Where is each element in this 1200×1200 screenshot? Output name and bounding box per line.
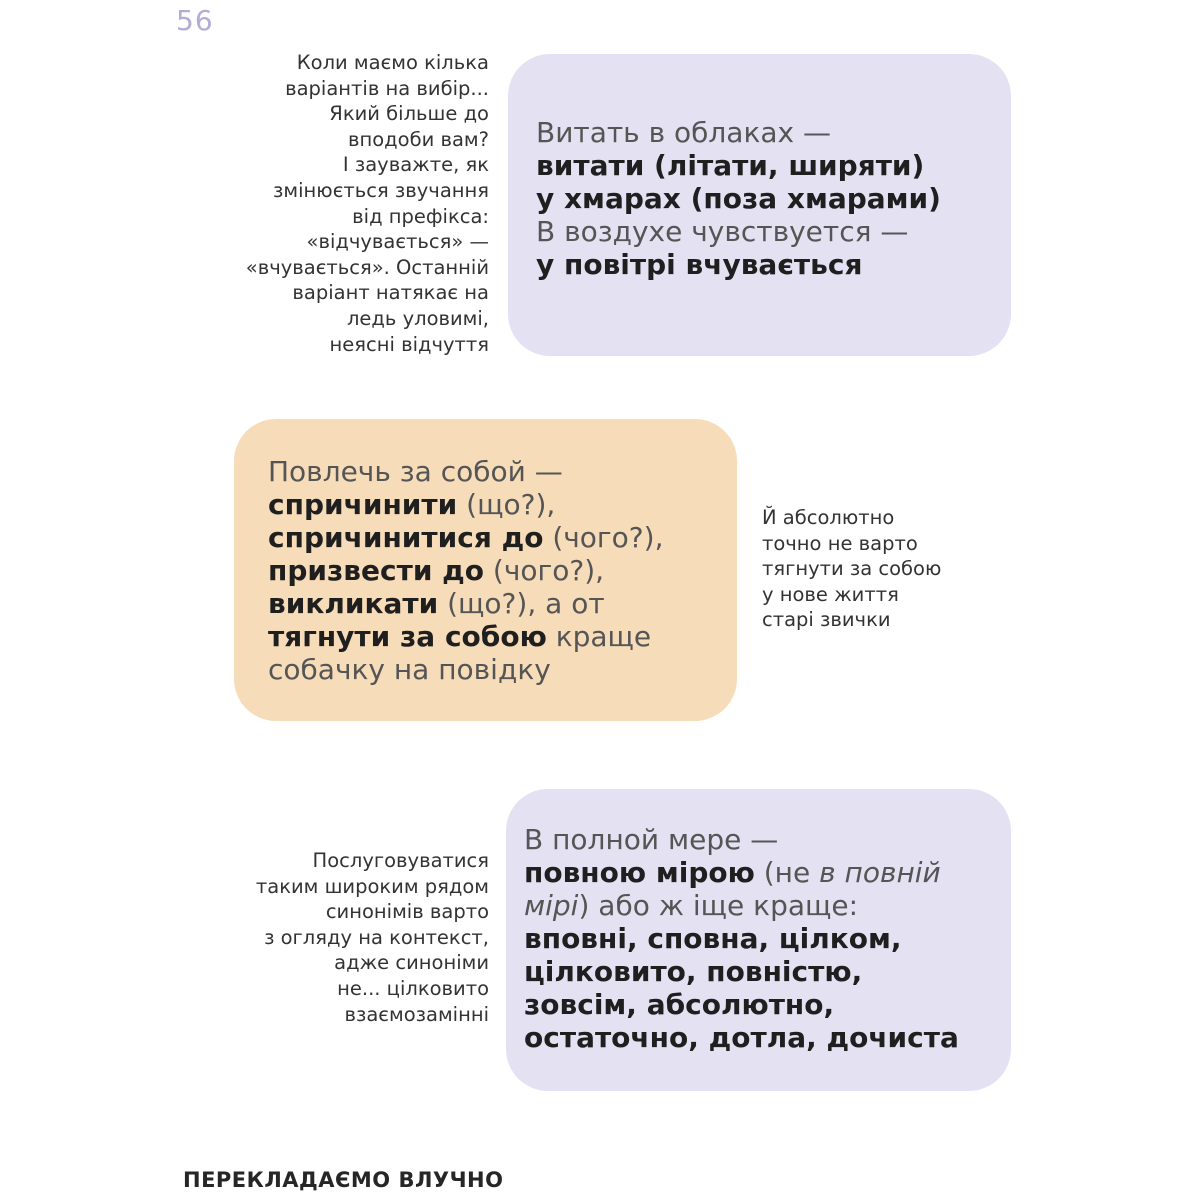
- side-note-1: [246, 50, 489, 357]
- card-text: (чого?),: [484, 554, 605, 587]
- note-line: таким широким рядом: [255, 874, 489, 898]
- note-line: тягнути за собою: [762, 557, 942, 581]
- card-term: призвести до: [268, 554, 485, 587]
- note-line: неясні відчуття: [329, 332, 489, 356]
- card-italic: мірі: [524, 889, 579, 922]
- card-italic: в повній: [819, 856, 941, 889]
- note-line: змінюється звучання: [273, 178, 489, 202]
- card-text: (що?),: [457, 488, 556, 521]
- note-line: Який більше до: [329, 102, 489, 126]
- phrase-card-1: [508, 54, 1011, 356]
- card-text: (що?), а от: [438, 587, 605, 620]
- note-line: з огляду на контекст,: [264, 925, 489, 949]
- card-line: собачку на повідку: [268, 653, 551, 686]
- note-line: Коли маємо кілька: [296, 51, 489, 74]
- page-number: 56: [176, 4, 214, 37]
- note-line: ледь уловимі,: [346, 306, 489, 330]
- note-line: вподоби вам?: [348, 127, 489, 151]
- phrase-card-2: [234, 419, 737, 721]
- note-line: від префікса:: [352, 204, 489, 228]
- note-line: адже синоніми: [334, 951, 489, 975]
- card-line-bold: у хмарах (поза хмарами): [536, 182, 941, 215]
- note-line: у нове життя: [762, 582, 899, 606]
- note-line: синонімів варто: [325, 900, 489, 924]
- card-line-bold: витати (літати, ширяти): [536, 149, 925, 182]
- card-text: краще: [546, 620, 652, 653]
- card-line-bold: у повітрі вчувається: [536, 248, 863, 281]
- card-term: викликати: [268, 587, 439, 620]
- card-line: В воздухе чувствуется —: [536, 215, 909, 248]
- note-line: Послуговуватися: [312, 849, 489, 872]
- card-text: (чого?),: [543, 521, 664, 554]
- card-line: В полной мере —: [524, 823, 779, 856]
- running-footer: ПЕРЕКЛАДАЄМО ВЛУЧНО: [183, 1168, 504, 1192]
- card-line: Повлечь за собой —: [268, 455, 563, 488]
- note-line: взаємозамінні: [344, 1002, 489, 1026]
- side-note-3: [256, 848, 489, 1027]
- card-line-bold: цілковито, повністю,: [524, 955, 863, 988]
- card-line: Витать в облаках —: [536, 116, 831, 149]
- note-line: не... цілковито: [337, 976, 489, 1000]
- card-text: ) або ж іще краще:: [578, 889, 859, 922]
- card-line-bold: остаточно, дотла, дочиста: [524, 1021, 959, 1054]
- card-term: спричинити: [268, 488, 458, 521]
- card-term: повною мірою: [524, 856, 755, 889]
- note-line: старі звички: [762, 608, 891, 632]
- note-line: варіантів на вибір...: [285, 76, 489, 100]
- card-term: тягнути за собою: [268, 620, 547, 653]
- note-line: «відчувається» —: [306, 230, 489, 254]
- side-note-2: [762, 505, 941, 633]
- card-line-bold: зовсім, абсолютно,: [524, 988, 835, 1021]
- phrase-card-3: [506, 789, 1011, 1091]
- note-line: варіант натякає на: [292, 281, 489, 305]
- note-line: Й абсолютно: [762, 506, 895, 529]
- card-text: (не: [754, 856, 820, 889]
- note-line: «вчувається». Останній: [245, 255, 489, 279]
- card-term: спричинитися до: [268, 521, 544, 554]
- card-line-bold: вповні, сповна, цілком,: [524, 922, 902, 955]
- note-line: точно не варто: [762, 531, 918, 555]
- note-line: І зауважте, як: [342, 153, 489, 177]
